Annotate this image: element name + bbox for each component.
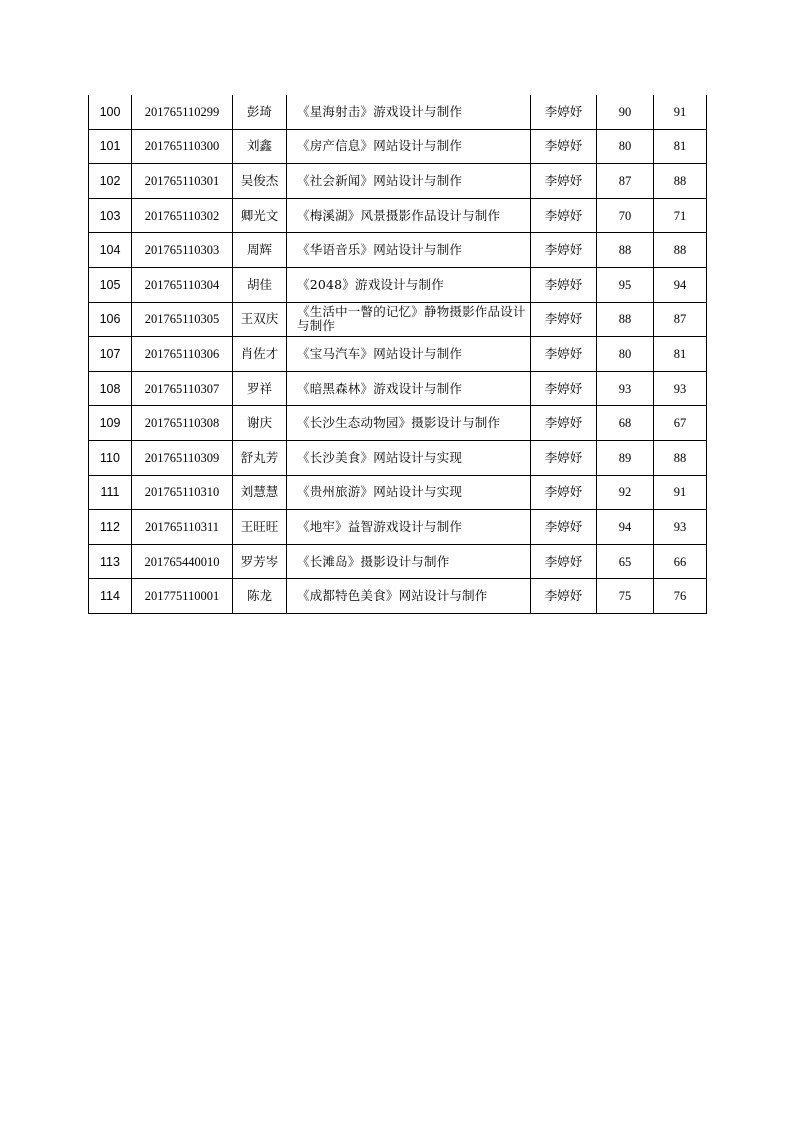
project-title: 《生活中一瞥的记忆》静物摄影作品设计与制作: [287, 302, 531, 337]
student-id: 201765110310: [132, 475, 233, 510]
score-1: 94: [597, 510, 654, 545]
score-2: 87: [654, 302, 707, 337]
score-2: 93: [654, 510, 707, 545]
score-1: 68: [597, 406, 654, 441]
advisor-name: 李婷妤: [531, 129, 597, 164]
row-number: 104: [89, 233, 132, 268]
student-id: 201765110299: [132, 95, 233, 129]
score-2: 91: [654, 475, 707, 510]
score-1: 90: [597, 95, 654, 129]
score-2: 88: [654, 164, 707, 199]
table-row: [89, 267, 707, 302]
table-row: [89, 475, 707, 510]
table-row: [89, 129, 707, 164]
score-1: 75: [597, 579, 654, 614]
row-number: 114: [89, 579, 132, 614]
score-1: 70: [597, 198, 654, 233]
advisor-name: 李婷妤: [531, 579, 597, 614]
project-title: 《华语音乐》网站设计与制作: [287, 233, 531, 268]
project-title: 《2048》游戏设计与制作: [287, 267, 531, 302]
score-1: 95: [597, 267, 654, 302]
table-row: [89, 579, 707, 614]
score-1: 80: [597, 129, 654, 164]
score-2: 81: [654, 337, 707, 372]
advisor-name: 李婷妤: [531, 406, 597, 441]
student-id: 201765110300: [132, 129, 233, 164]
score-2: 71: [654, 198, 707, 233]
table-row: [89, 337, 707, 372]
advisor-name: 李婷妤: [531, 302, 597, 337]
table-row: [89, 164, 707, 199]
score-1: 80: [597, 337, 654, 372]
student-id: 201775110001: [132, 579, 233, 614]
student-name: 舒丸芳: [233, 440, 287, 475]
project-title: 《长沙美食》网站设计与实现: [287, 440, 531, 475]
score-2: 91: [654, 95, 707, 129]
advisor-name: 李婷妤: [531, 510, 597, 545]
project-title: 《梅溪湖》风景摄影作品设计与制作: [287, 198, 531, 233]
student-id: 201765110309: [132, 440, 233, 475]
project-title: 《成都特色美食》网站设计与制作: [287, 579, 531, 614]
student-id: 201765110303: [132, 233, 233, 268]
table-row: [89, 510, 707, 545]
table-row: [89, 544, 707, 579]
student-name: 王双庆: [233, 302, 287, 337]
project-title: 《长滩岛》摄影设计与制作: [287, 544, 531, 579]
student-id: 201765110301: [132, 164, 233, 199]
student-id: 201765110302: [132, 198, 233, 233]
score-2: 94: [654, 267, 707, 302]
row-number: 109: [89, 406, 132, 441]
student-name: 周辉: [233, 233, 287, 268]
table-row: [89, 302, 707, 337]
advisor-name: 李婷妤: [531, 233, 597, 268]
student-name: 吴俊杰: [233, 164, 287, 199]
table-row: [89, 95, 707, 129]
score-2: 76: [654, 579, 707, 614]
score-2: 93: [654, 371, 707, 406]
student-name: 罗芳岑: [233, 544, 287, 579]
advisor-name: 李婷妤: [531, 164, 597, 199]
student-name: 罗祥: [233, 371, 287, 406]
student-name: 陈龙: [233, 579, 287, 614]
row-number: 107: [89, 337, 132, 372]
student-id: 201765110305: [132, 302, 233, 337]
table-row: [89, 233, 707, 268]
score-1: 87: [597, 164, 654, 199]
student-name: 谢庆: [233, 406, 287, 441]
row-number: 111: [89, 475, 132, 510]
grades-table-body: [89, 95, 707, 613]
row-number: 102: [89, 164, 132, 199]
project-title: 《地牢》益智游戏设计与制作: [287, 510, 531, 545]
project-title: 《房产信息》网站设计与制作: [287, 129, 531, 164]
row-number: 105: [89, 267, 132, 302]
project-title: 《暗黑森林》游戏设计与制作: [287, 371, 531, 406]
student-name: 王旺旺: [233, 510, 287, 545]
advisor-name: 李婷妤: [531, 267, 597, 302]
score-2: 66: [654, 544, 707, 579]
student-id: 201765440010: [132, 544, 233, 579]
table-row: [89, 406, 707, 441]
student-name: 胡佳: [233, 267, 287, 302]
row-number: 101: [89, 129, 132, 164]
advisor-name: 李婷妤: [531, 198, 597, 233]
student-id: 201765110306: [132, 337, 233, 372]
advisor-name: 李婷妤: [531, 371, 597, 406]
student-name: 彭琦: [233, 95, 287, 129]
advisor-name: 李婷妤: [531, 337, 597, 372]
advisor-name: 李婷妤: [531, 440, 597, 475]
advisor-name: 李婷妤: [531, 475, 597, 510]
row-number: 100: [89, 95, 132, 129]
score-1: 93: [597, 371, 654, 406]
row-number: 108: [89, 371, 132, 406]
row-number: 106: [89, 302, 132, 337]
row-number: 113: [89, 544, 132, 579]
score-1: 92: [597, 475, 654, 510]
student-id: 201765110308: [132, 406, 233, 441]
score-1: 88: [597, 233, 654, 268]
score-2: 88: [654, 233, 707, 268]
row-number: 103: [89, 198, 132, 233]
advisor-name: 李婷妤: [531, 95, 597, 129]
score-1: 89: [597, 440, 654, 475]
student-id: 201765110304: [132, 267, 233, 302]
score-2: 81: [654, 129, 707, 164]
student-id: 201765110307: [132, 371, 233, 406]
row-number: 110: [89, 440, 132, 475]
student-name: 刘鑫: [233, 129, 287, 164]
score-1: 88: [597, 302, 654, 337]
score-2: 88: [654, 440, 707, 475]
score-1: 65: [597, 544, 654, 579]
project-title: 《宝马汽车》网站设计与制作: [287, 337, 531, 372]
project-title: 《长沙生态动物园》摄影设计与制作: [287, 406, 531, 441]
student-id: 201765110311: [132, 510, 233, 545]
student-name: 刘慧慧: [233, 475, 287, 510]
project-title: 《星海射击》游戏设计与制作: [287, 95, 531, 129]
table-row: [89, 198, 707, 233]
advisor-name: 李婷妤: [531, 544, 597, 579]
project-title: 《社会新闻》网站设计与制作: [287, 164, 531, 199]
student-name: 肖佐才: [233, 337, 287, 372]
table-row: [89, 371, 707, 406]
project-title: 《贵州旅游》网站设计与实现: [287, 475, 531, 510]
table-row: [89, 440, 707, 475]
row-number: 112: [89, 510, 132, 545]
grades-table: [88, 95, 707, 614]
score-2: 67: [654, 406, 707, 441]
student-name: 卿光文: [233, 198, 287, 233]
